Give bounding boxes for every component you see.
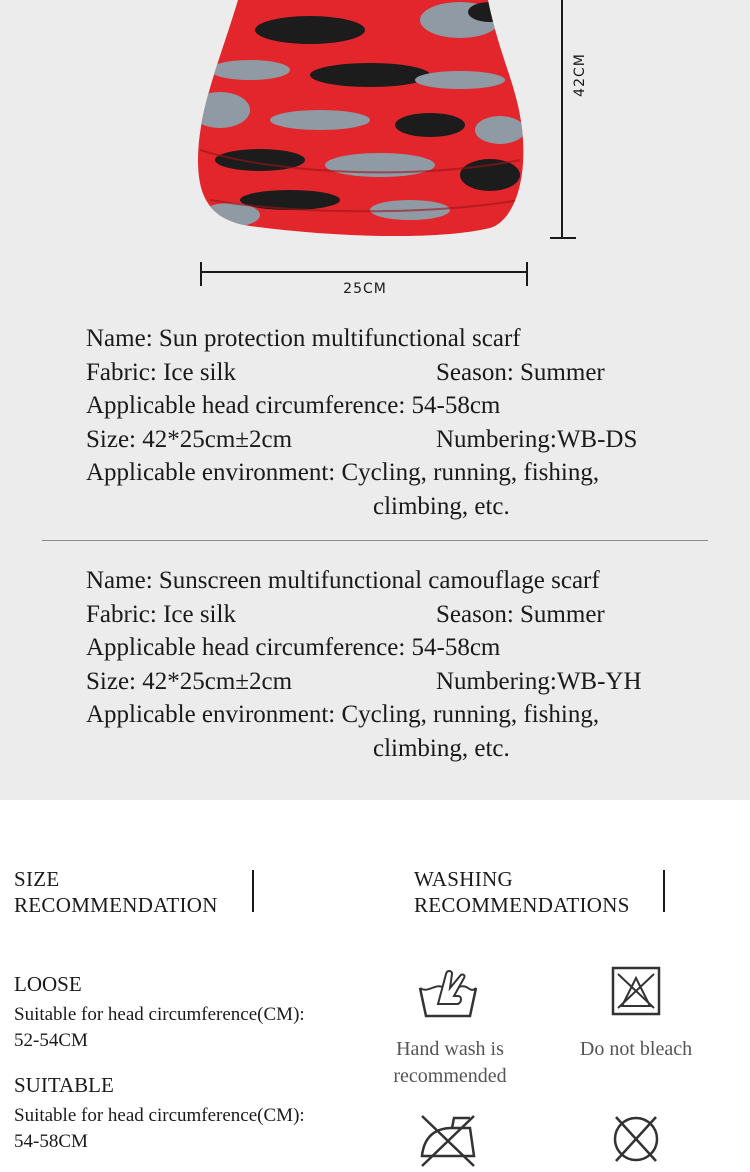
product-name: Name: Sun protection multifunctional scarf — [86, 325, 521, 352]
size-loose-range: 52-54CM — [14, 1030, 88, 1051]
width-dimension-label: 25CM — [343, 281, 387, 297]
product-name: Name: Sunscreen multifunctional camouflage scarf — [86, 567, 600, 594]
height-dimension-line — [548, 0, 578, 245]
spec-divider — [42, 540, 708, 541]
heading-divider — [663, 870, 665, 912]
scarf-product-image — [190, 0, 530, 240]
size-loose-desc: Suitable for head circumference(CM): — [14, 1004, 305, 1025]
product-season: Season: Summer — [436, 600, 605, 628]
do-not-iron-icon — [416, 1112, 480, 1168]
product-fabric: Fabric: Ice silk — [86, 358, 236, 386]
hand-wash-icon — [416, 966, 480, 1022]
product-environment-cont: climbing, etc. — [373, 734, 510, 762]
washing-recommendations-heading: WASHING RECOMMENDATIONS — [414, 867, 630, 917]
size-suitable-label: SUITABLE — [14, 1073, 114, 1097]
product-environment: Applicable environment: Cycling, running, fishing, — [86, 701, 600, 728]
hand-wash-label: Hand wash is recommended — [393, 1038, 507, 1087]
product-head-circumference: Applicable head circumference: 54-58cm — [86, 392, 501, 419]
do-not-dry-clean-icon — [604, 1112, 668, 1168]
size-suitable-range: 54-58CM — [14, 1131, 88, 1152]
product-fabric: Fabric: Ice silk — [86, 600, 236, 628]
product-numbering: Numbering:WB-DS — [436, 425, 638, 453]
product-size: Size: 42*25cm±2cm — [86, 667, 293, 695]
size-suitable-desc: Suitable for head circumference(CM): — [14, 1105, 305, 1126]
product-head-circumference: Applicable head circumference: 54-58cm — [86, 634, 501, 661]
height-dimension-label: 42CM — [572, 53, 588, 97]
heading-divider — [252, 870, 254, 912]
product-numbering: Numbering:WB-YH — [436, 667, 642, 695]
product-spec-2 — [86, 564, 642, 765]
size-loose-label: LOOSE — [14, 972, 82, 996]
product-season: Season: Summer — [436, 358, 605, 386]
size-recommendation-heading: SIZE RECOMMENDATION — [14, 867, 218, 917]
product-environment-cont: climbing, etc. — [373, 492, 510, 520]
do-not-bleach-icon — [604, 966, 668, 1022]
do-not-bleach-label: Do not bleach — [579, 1038, 693, 1060]
product-environment: Applicable environment: Cycling, running, fishing, — [86, 459, 600, 486]
product-size: Size: 42*25cm±2cm — [86, 425, 293, 453]
product-spec-1 — [86, 322, 638, 523]
